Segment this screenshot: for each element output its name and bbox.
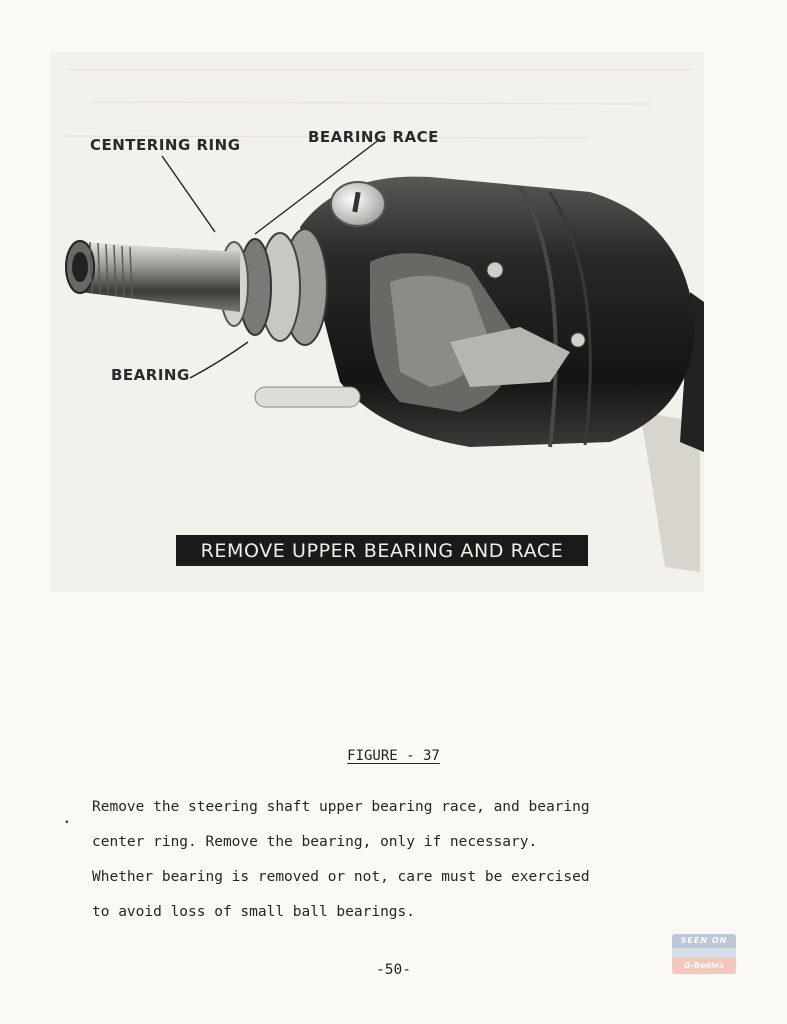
figure-title xyxy=(0,748,787,764)
watermark-top-text: SEEN ON xyxy=(672,934,736,948)
centering-ring-leader xyxy=(162,156,215,232)
watermark-car-band xyxy=(672,948,736,958)
figure-caption: REMOVE UPPER BEARING AND RACE xyxy=(176,535,588,566)
callout-centering-ring: CENTERING RING xyxy=(90,136,241,154)
callout-bearing-race: BEARING RACE xyxy=(308,128,439,146)
site-watermark-logo xyxy=(672,934,736,974)
bullet-marker: . xyxy=(62,808,72,827)
body-line: Remove the steering shaft upper bearing race, and bearing xyxy=(92,799,590,815)
figure-title-text: FIGURE - 37 xyxy=(347,748,440,764)
body-line: to avoid loss of small ball bearings. xyxy=(92,904,416,920)
page-number: -50- xyxy=(376,962,411,978)
body-paragraph xyxy=(92,790,712,930)
body-line: Whether bearing is removed or not, care must be exercised xyxy=(92,869,590,885)
bearing-leader xyxy=(190,342,248,378)
body-line: center ring. Remove the bearing, only if necessary. xyxy=(92,834,538,850)
callout-bearing: BEARING xyxy=(111,366,190,384)
watermark-bottom-text: G-Bodies xyxy=(672,958,736,974)
